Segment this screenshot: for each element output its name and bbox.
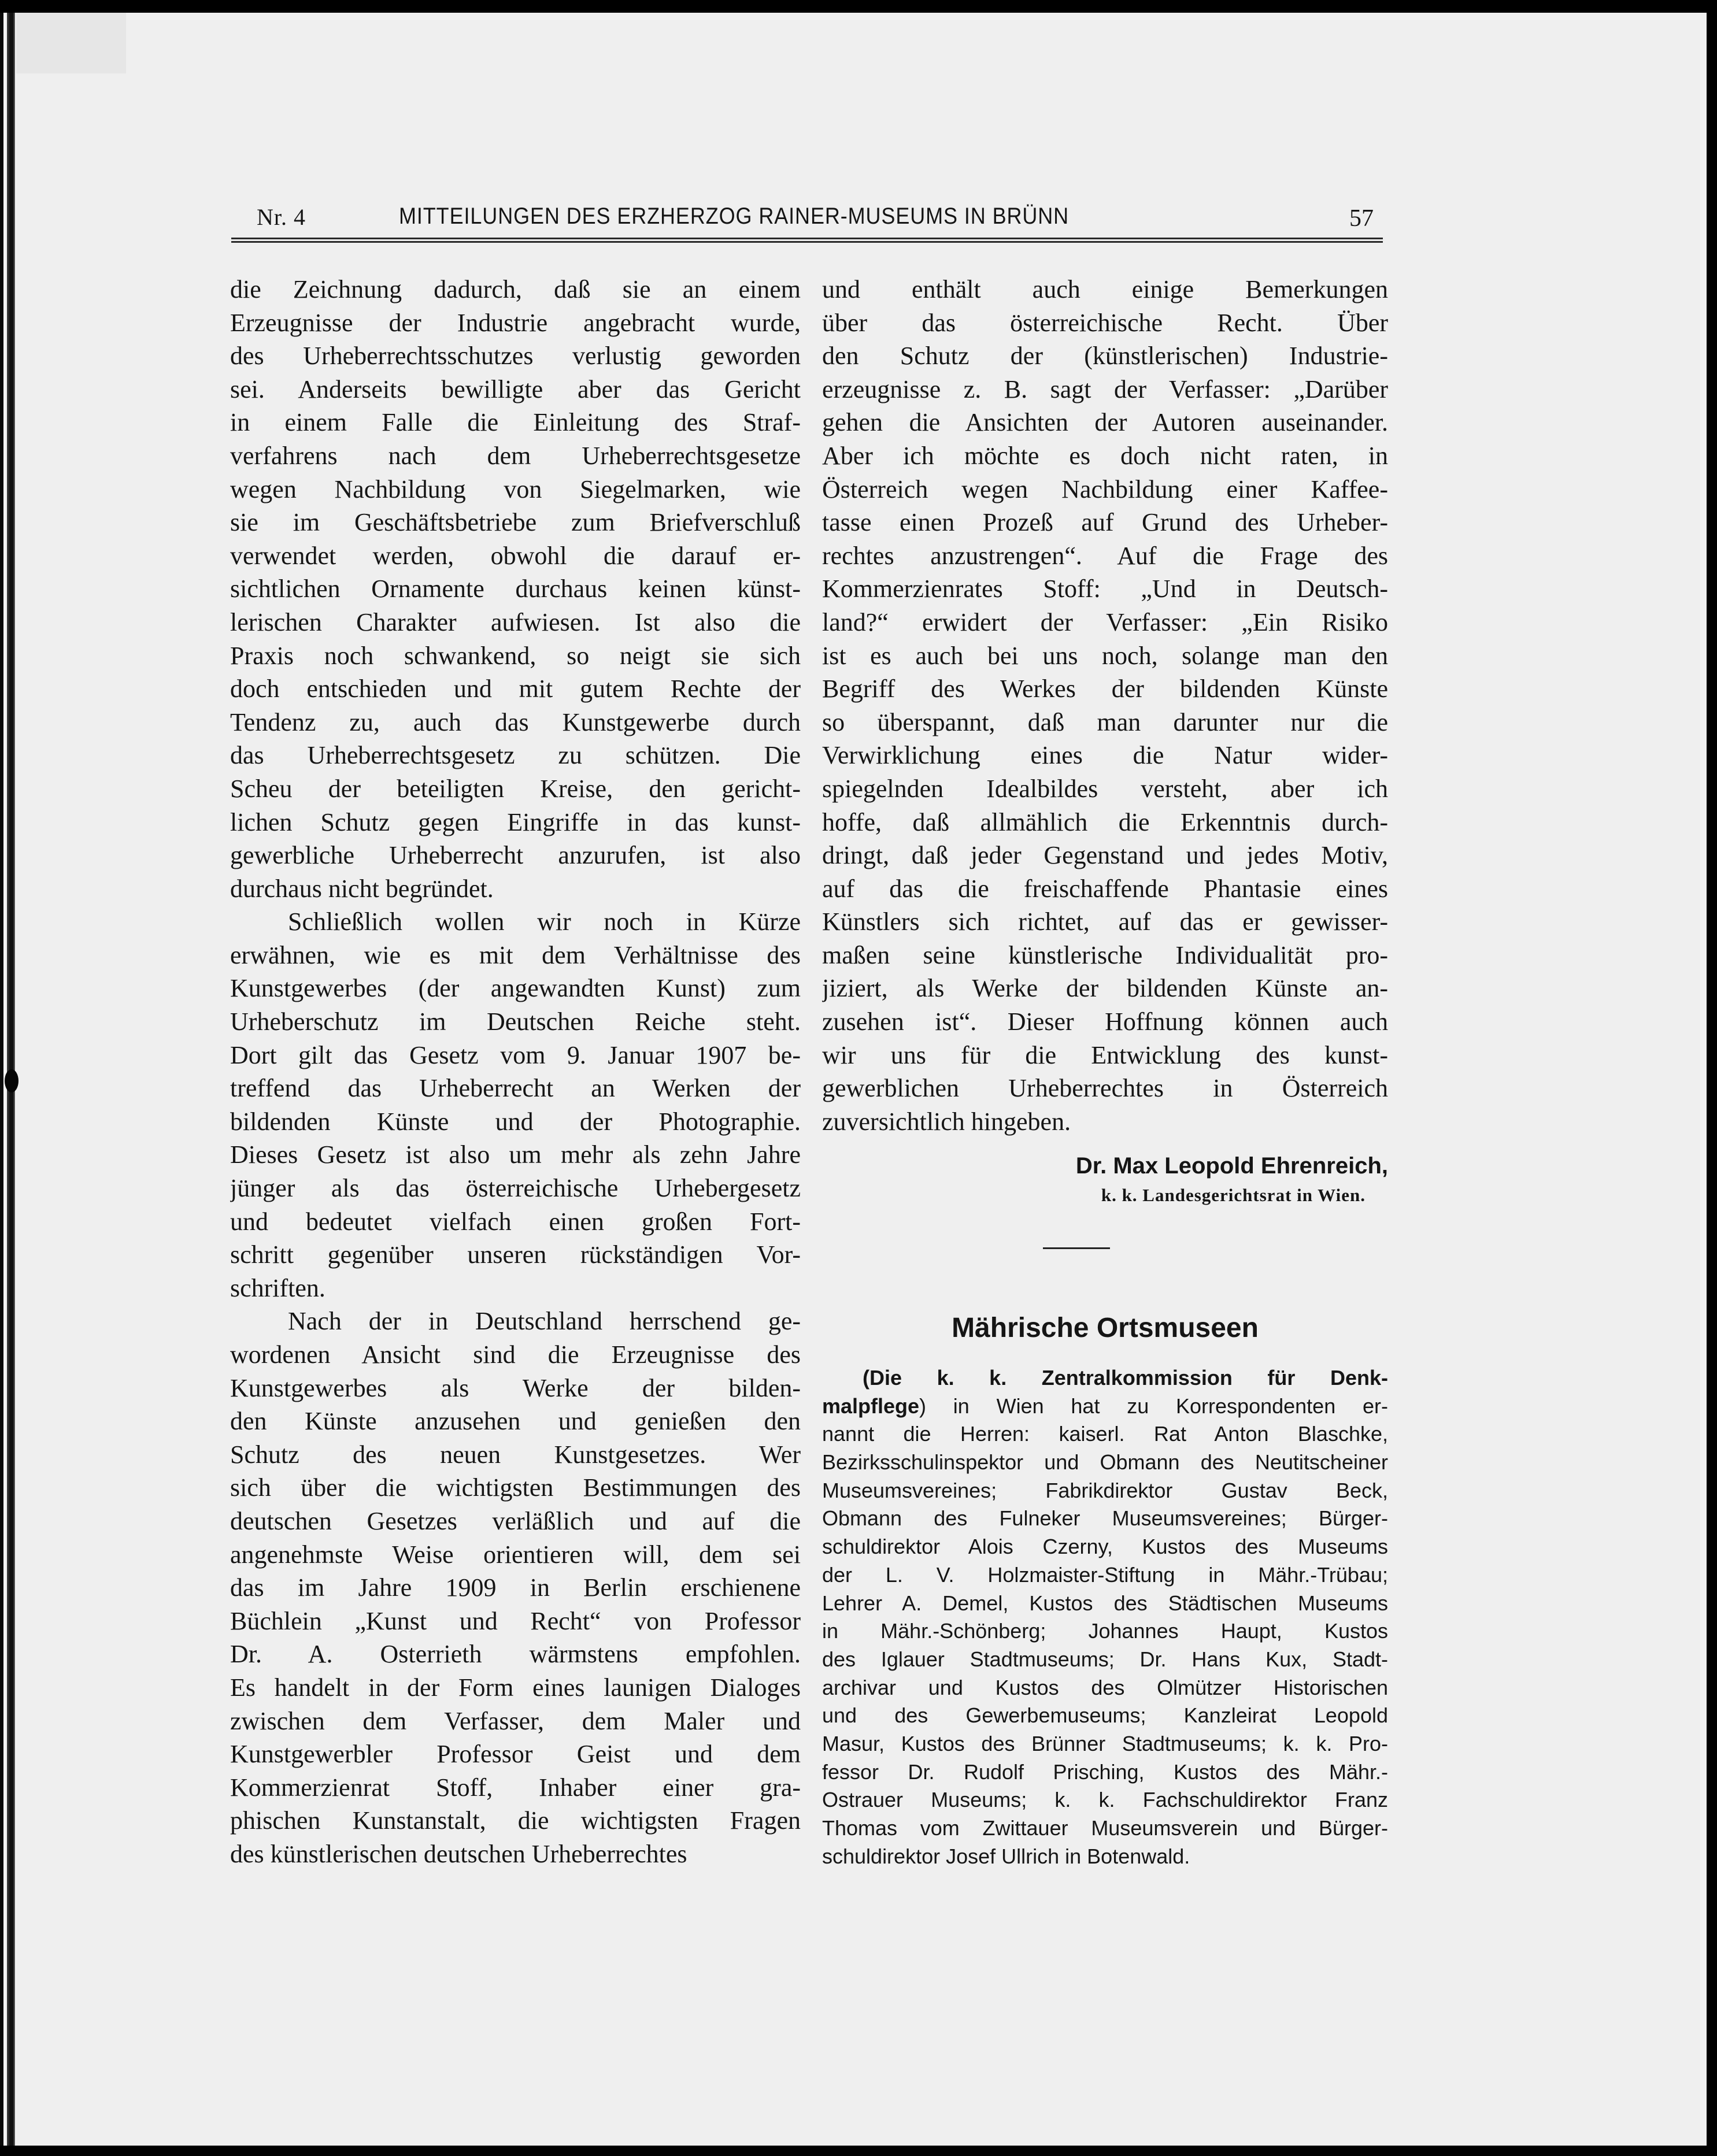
- notice-line: und des Gewerbemuseums; Kanzleirat Leopold: [822, 1703, 1388, 1728]
- text-line: Dieses Gesetz ist also um mehr als zehn Jahre: [230, 1140, 801, 1169]
- notice-line: Thomas vom Zwittauer Museumsverein und Bürger-: [822, 1816, 1388, 1840]
- notice-line: Ostrauer Museums; k. k. Fachschuldirektor Franz: [822, 1788, 1388, 1812]
- text-line: maßen seine künstlerische Individualität pro-: [822, 940, 1388, 969]
- text-line: Dr. A. Osterrieth wärmstens empfohlen.: [230, 1640, 801, 1669]
- text-line: erwähnen, wie es mit dem Verhältnisse des: [230, 940, 801, 969]
- text-line: lichen Schutz gegen Eingriffe in das kunst-: [230, 807, 801, 836]
- text-line: sich über die wichtigsten Bestimmungen des: [230, 1473, 801, 1502]
- text-line: zuversichtlich hingeben.: [822, 1107, 1071, 1136]
- text-line: des Urheberrechtsschutzes verlustig geworden: [230, 342, 801, 371]
- notice-bold-fragment: malpflege: [822, 1394, 920, 1418]
- text-line: dringt, daß jeder Gegenstand und jedes Motiv,: [822, 841, 1388, 870]
- notice-line: Bezirksschulinspektor und Obmann des Neutitscheiner: [822, 1450, 1388, 1475]
- text-line: den Künste anzusehen und genießen den: [230, 1407, 801, 1436]
- text-line: spiegelnden Idealbildes versteht, aber ich: [822, 774, 1388, 803]
- text-line: Praxis noch schwankend, so neigt sie sich: [230, 641, 801, 670]
- text-line: Kommerzienrat Stoff, Inhaber einer gra-: [230, 1773, 801, 1802]
- text-line: gewerblichen Urheberrechtes in Österreich: [822, 1074, 1388, 1103]
- paper-tab-artifact: [16, 13, 126, 73]
- page-number: 57: [1349, 205, 1374, 232]
- text-line: das im Jahre 1909 in Berlin erschienene: [230, 1573, 801, 1602]
- text-line: sie im Geschäftsbetriebe zum Briefverschluß: [230, 508, 801, 537]
- text-line: treffend das Urheberrecht an Werken der: [230, 1074, 801, 1103]
- text-line: zusehen ist“. Dieser Hoffnung können auch: [822, 1007, 1388, 1036]
- text-line: jiziert, als Werke der bildenden Künste an-: [822, 974, 1388, 1003]
- text-line: phischen Kunstanstalt, die wichtigsten Fragen: [230, 1806, 801, 1835]
- text-line: sichtlichen Ornamente durchaus keinen künst-: [230, 575, 801, 603]
- notice-line: in Mähr.-Schönberg; Johannes Haupt, Kustos: [822, 1619, 1388, 1643]
- text-line: Österreich wegen Nachbildung einer Kaffee-: [822, 475, 1388, 503]
- notice-line: Museumsvereines; Fabrikdirektor Gustav Beck,: [822, 1478, 1388, 1502]
- right-text-column: [822, 273, 1388, 1138]
- text-line: die Zeichnung dadurch, daß sie an einem: [230, 275, 801, 303]
- text-line: zwischen dem Verfasser, dem Maler und: [230, 1706, 801, 1735]
- text-line: Schließlich wollen wir noch in Kürze: [288, 907, 801, 936]
- left-text-column: [230, 273, 801, 1871]
- text-line: land?“ erwidert der Verfasser: „Ein Risiko: [822, 607, 1388, 636]
- text-line: und bedeutet vielfach einen großen Fort-: [230, 1207, 801, 1236]
- notice-line: schuldirektor Josef Ullrich in Botenwald.: [822, 1844, 1190, 1868]
- text-line: Begriff des Werkes der bildenden Künste: [822, 675, 1388, 703]
- notice-line: fessor Dr. Rudolf Prisching, Kustos des Mähr.-: [822, 1759, 1388, 1784]
- ortsmuseen-notice: [822, 1364, 1388, 1870]
- text-line: gehen die Ansichten der Autoren auseinander.: [822, 408, 1388, 437]
- text-line: verwendet werden, obwohl die darauf er-: [230, 541, 801, 570]
- binding-stitch-mark: [5, 1069, 18, 1092]
- text-line: schriften.: [230, 1273, 325, 1302]
- text-line: und enthält auch einige Bemerkungen: [822, 275, 1388, 303]
- text-line: gewerbliche Urheberrecht anzurufen, ist also: [230, 841, 801, 870]
- issue-number: Nr. 4: [257, 204, 306, 230]
- text-line: in einem Falle die Einleitung des Straf-: [230, 408, 801, 437]
- header-double-rule: [231, 238, 1383, 243]
- running-header: [231, 202, 1383, 243]
- text-line: so überspannt, daß man darunter nur die: [822, 707, 1388, 736]
- text-line: Verwirklichung eines die Natur wider-: [822, 741, 1388, 770]
- section-heading: Mährische Ortsmuseen: [952, 1313, 1259, 1343]
- notice-line: des Iglauer Stadtmuseums; Dr. Hans Kux, Stadt-: [822, 1647, 1388, 1671]
- text-line: doch entschieden und mit gutem Rechte der: [230, 675, 801, 703]
- notice-line: schuldirektor Alois Czerny, Kustos des Museums: [822, 1535, 1388, 1559]
- text-line: Kommerzienrates Stoff: „Und in Deutsch-: [822, 575, 1388, 603]
- text-line: wegen Nachbildung von Siegelmarken, wie: [230, 475, 801, 503]
- text-line: erzeugnisse z. B. sagt der Verfasser: „Darüber: [822, 375, 1388, 403]
- text-line: ist es auch bei uns noch, solange man den: [822, 641, 1388, 670]
- text-line: Kunstgewerbes als Werke der bilden-: [230, 1373, 801, 1402]
- text-line: lerischen Charakter aufwiesen. Ist also die: [230, 607, 801, 636]
- text-line: hoffe, daß allmählich die Erkenntnis durch-: [822, 807, 1388, 836]
- text-line: Scheu der beteiligten Kreise, den gericht-: [230, 774, 801, 803]
- text-line: Dort gilt das Gesetz vom 9. Januar 1907 be-: [230, 1040, 801, 1069]
- text-line: Büchlein „Kunst und Recht“ von Professor: [230, 1606, 801, 1635]
- text-line: wir uns für die Entwicklung des kunst-: [822, 1040, 1388, 1069]
- text-line: Es handelt in der Form eines launigen Dialoges: [230, 1673, 801, 1702]
- text-line: verfahrens nach dem Urheberrechtsgesetze: [230, 441, 801, 470]
- text-line: wordenen Ansicht sind die Erzeugnisse des: [230, 1340, 801, 1369]
- text-line: Kunstgewerbler Professor Geist und dem: [230, 1740, 801, 1769]
- text-line: Aber ich möchte es doch nicht raten, in: [822, 441, 1388, 470]
- notice-line: [822, 1392, 1388, 1421]
- text-line: Erzeugnisse der Industrie angebracht wurde,: [230, 308, 801, 337]
- text-line: des künstlerischen deutschen Urheberrechtes: [230, 1839, 687, 1868]
- text-line: Urheberschutz im Deutschen Reiche steht.: [230, 1007, 801, 1036]
- text-line: Schutz des neuen Kunstgesetzes. Wer: [230, 1440, 801, 1469]
- text-line: angenehmste Weise orientieren will, dem sei: [230, 1540, 801, 1569]
- text-line: sei. Anderseits bewilligte aber das Gericht: [230, 375, 801, 403]
- notice-line: Obmann des Fulneker Museumsvereines; Bürger-: [822, 1506, 1388, 1531]
- notice-fragment: ) in Wien hat zu Korrespondenten er-: [919, 1394, 1388, 1418]
- author-title: k. k. Landesgerichtsrat in Wien.: [1101, 1185, 1366, 1205]
- text-line: jünger als das österreichische Urhebergesetz: [230, 1174, 801, 1203]
- text-line: deutschen Gesetzes verläßlich und auf die: [230, 1506, 801, 1535]
- text-line: schritt gegenüber unseren rückständigen Vor-: [230, 1240, 801, 1269]
- text-line: das Urheberrechtsgesetz zu schützen. Die: [230, 741, 801, 770]
- section-divider: [1043, 1247, 1110, 1249]
- text-line: Kunstgewerbes (der angewandten Kunst) zum: [230, 974, 801, 1003]
- text-line: rechtes anzustrengen“. Auf die Frage des: [822, 541, 1388, 570]
- text-line: über das österreichische Recht. Über: [822, 308, 1388, 337]
- text-line: durchaus nicht begründet.: [230, 874, 494, 903]
- notice-line: der L. V. Holzmaister-Stiftung in Mähr.-Trübau;: [822, 1562, 1388, 1587]
- text-line: auf das die freischaffende Phantasie eines: [822, 874, 1388, 903]
- notice-line: (Die k. k. Zentralkommission für Denk-: [863, 1366, 1388, 1390]
- text-line: tasse einen Prozeß auf Grund des Urheber-: [822, 508, 1388, 537]
- text-line: bildenden Künste und der Photographie.: [230, 1107, 801, 1136]
- text-line: Tendenz zu, auch das Kunstgewerbe durch: [230, 707, 801, 736]
- text-line: Nach der in Deutschland herrschend ge-: [288, 1307, 801, 1336]
- journal-title: MITTEILUNGEN DES ERZHERZOG RAINER-MUSEUMS IN BRÜNN: [399, 203, 1070, 229]
- notice-line: nannt die Herren: kaiserl. Rat Anton Blaschke,: [822, 1422, 1388, 1446]
- notice-line: Lehrer A. Demel, Kustos des Städtischen Museums: [822, 1591, 1388, 1615]
- notice-line: archivar und Kustos des Olmützer Historischen: [822, 1675, 1388, 1699]
- text-line: den Schutz der (künstlerischen) Industrie-: [822, 342, 1388, 371]
- text-line: Künstlers sich richtet, auf das er gewisser-: [822, 907, 1388, 936]
- author-signature: Dr. Max Leopold Ehrenreich,: [1075, 1153, 1388, 1179]
- notice-line: Masur, Kustos des Brünner Stadtmuseums; k. k. Pro-: [822, 1731, 1388, 1755]
